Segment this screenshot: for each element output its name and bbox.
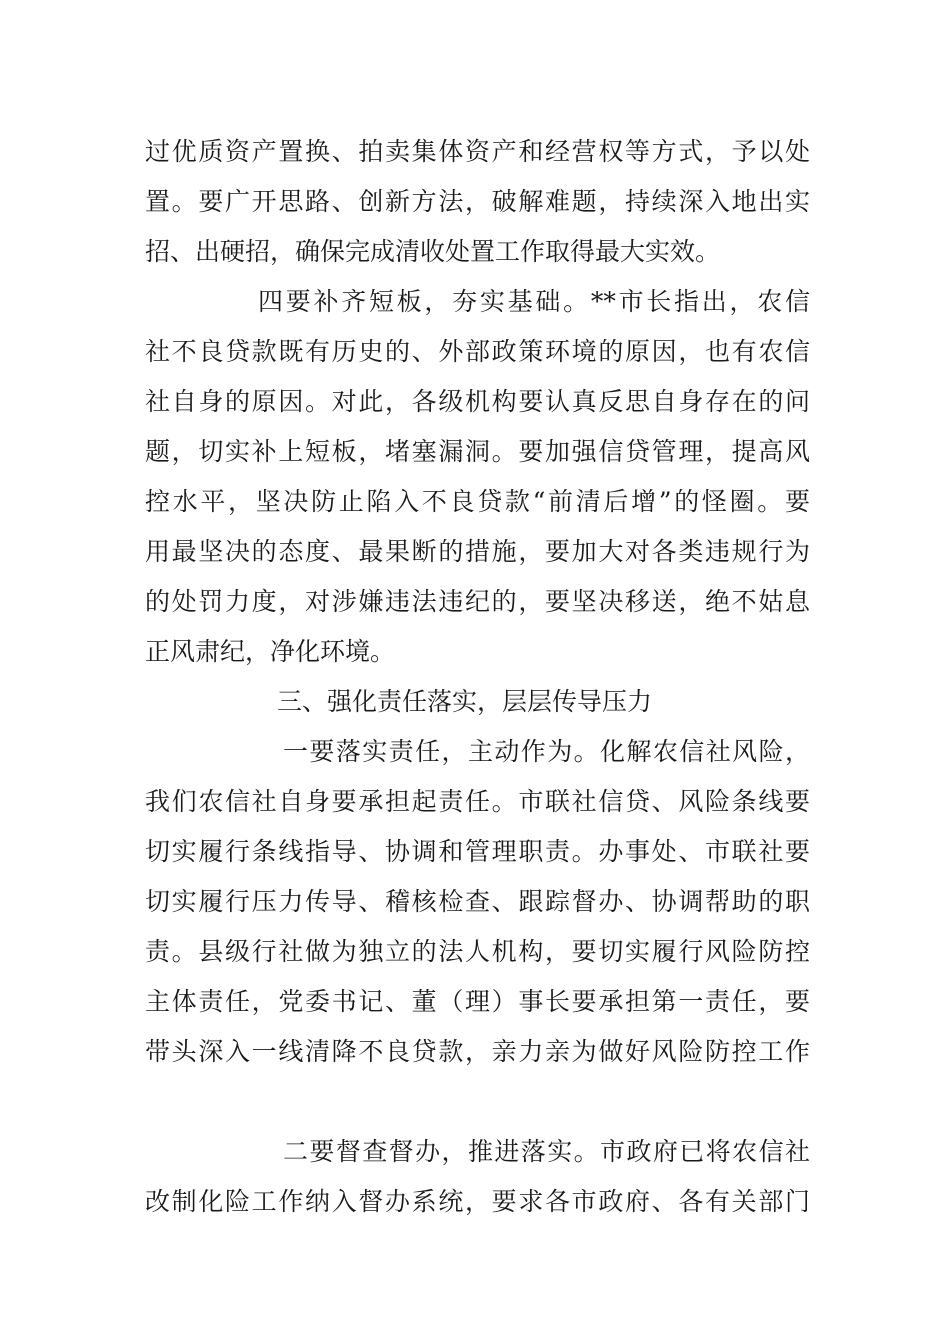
text-line: 招、出硬招，确保完成清收处置工作取得最大实效。 — [145, 237, 721, 266]
section-heading: 三、强化责任落实，层层传导压力 — [277, 687, 653, 716]
text-line: 题，切实补上短板，堵塞漏洞。要加强信贷管理，提高风 — [145, 437, 810, 466]
text-line: 四要补齐短板，夯实基础。**市长指出，农信 — [258, 287, 810, 316]
text-line: 社自身的原因。对此，各级机构要认真反思自身存在的问 — [145, 387, 810, 416]
text-line: 切实履行压力传导、稽核检查、跟踪督办、协调帮助的职 — [145, 887, 810, 916]
text-line: 二要督查督办，推进落实。市政府已将农信社 — [283, 1137, 810, 1166]
text-line: 过优质资产置换、拍卖集体资产和经营权等方式，予以处 — [145, 137, 810, 166]
text-line: 一要落实责任，主动作为。化解农信社风险， — [283, 737, 810, 766]
text-line: 控水平，坚决防止陷入不良贷款“前清后增”的怪圈。要 — [145, 487, 810, 516]
text-line: 责。县级行社做为独立的法人机构，要切实履行风险防控 — [145, 937, 810, 966]
text-line: 主体责任，党委书记、董（理）事长要承担第一责任，要 — [145, 987, 810, 1016]
text-line: 带头深入一线清降不良贷款，亲力亲为做好风险防控工作 — [145, 1037, 810, 1066]
text-line: 的处罚力度，对涉嫌违法违纪的，要坚决移送，绝不姑息 — [145, 587, 810, 616]
text-line: 用最坚决的态度、最果断的措施，要加大对各类违规行为 — [145, 537, 810, 566]
text-line: 我们农信社自身要承担起责任。市联社信贷、风险条线要 — [145, 787, 810, 816]
text-line: 置。要广开思路、创新方法，破解难题，持续深入地出实 — [145, 187, 810, 216]
text-line: 切实履行条线指导、协调和管理职责。办事处、市联社要 — [145, 837, 810, 866]
text-line: 改制化险工作纳入督办系统，要求各市政府、各有关部门 — [145, 1187, 810, 1216]
text-line: 社不良贷款既有历史的、外部政策环境的原因，也有农信 — [145, 337, 810, 366]
text-line: 正风肃纪，净化环境。 — [145, 637, 396, 666]
